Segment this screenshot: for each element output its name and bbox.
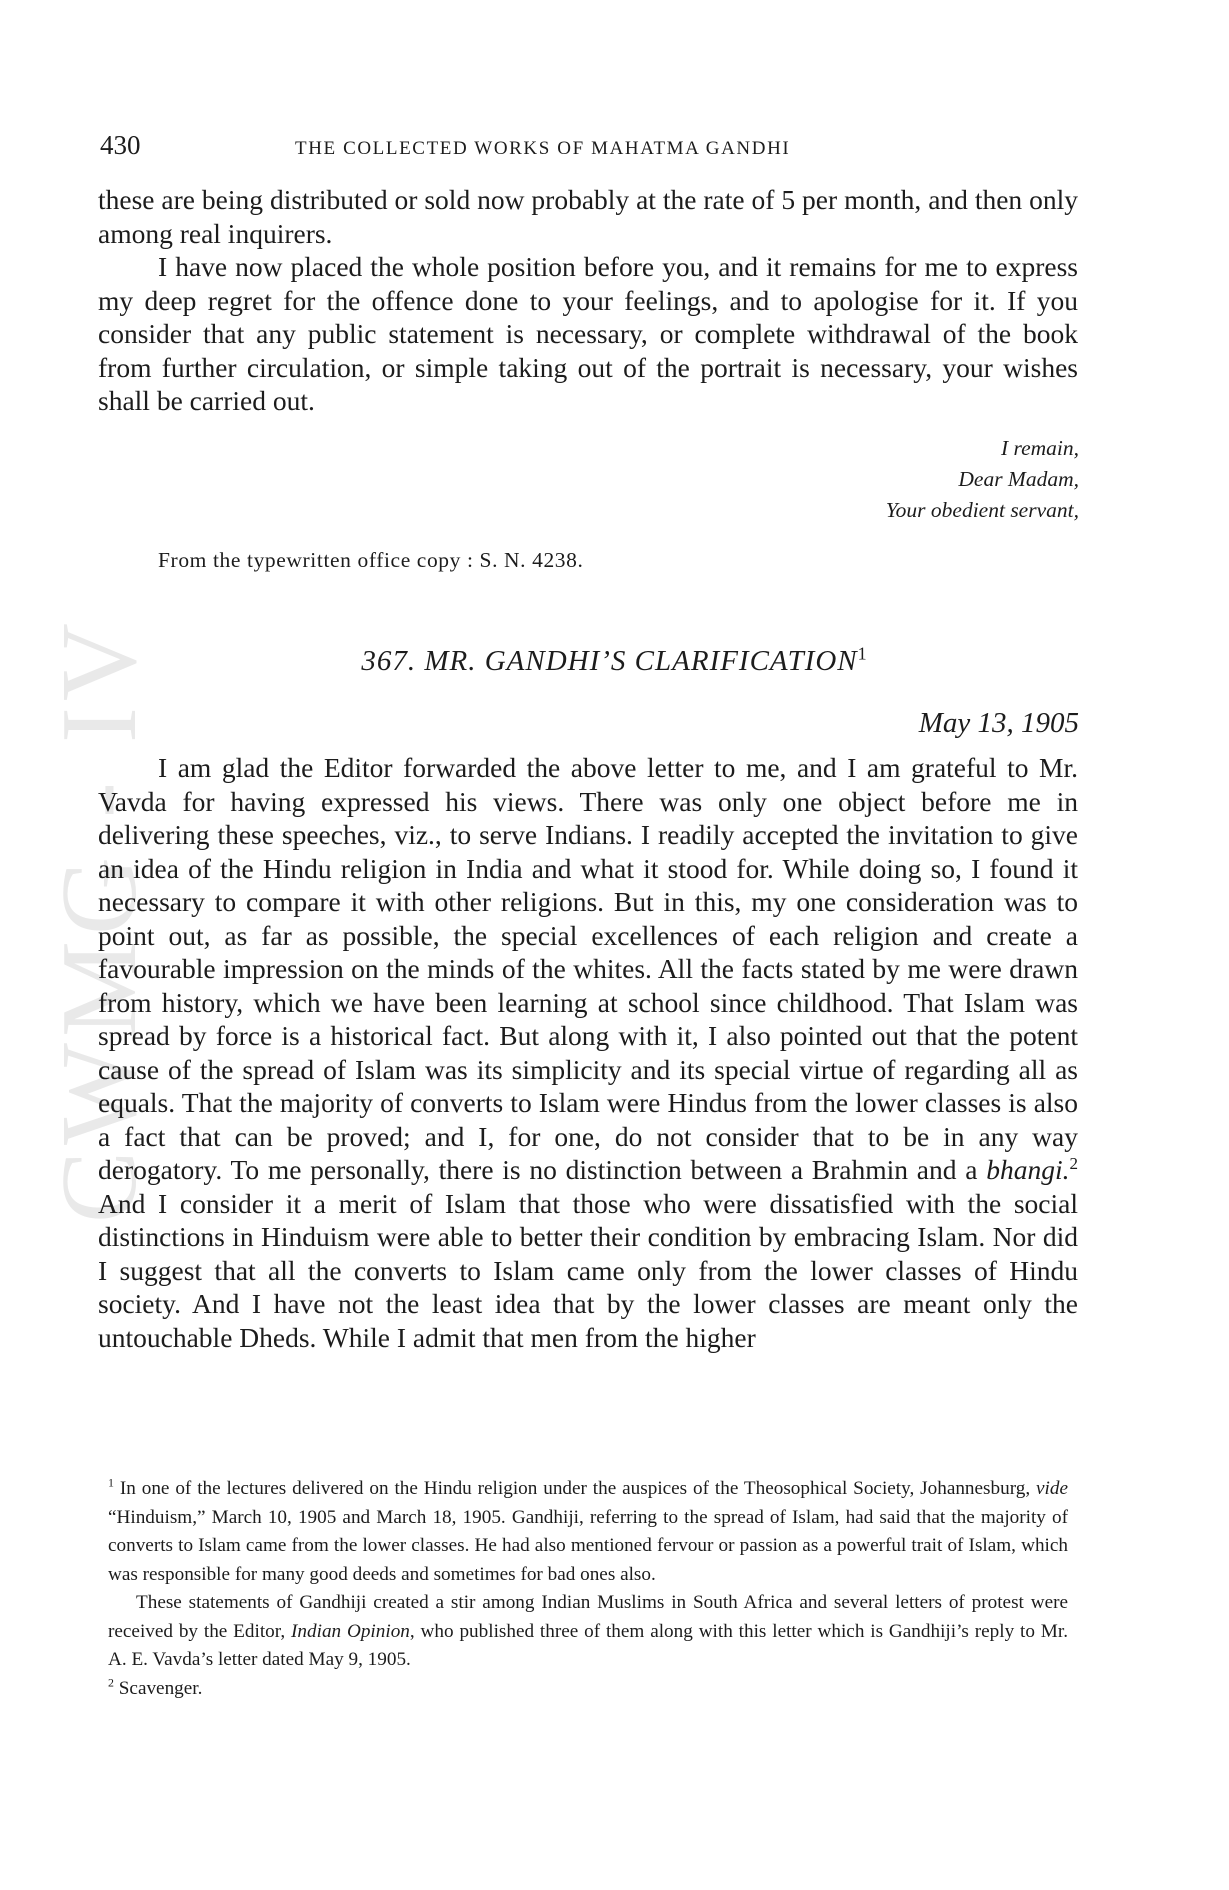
body-text: And I consider it a merit of Islam that those who were dissatisfied with the social distinctions in Hinduism were able to better their condition by embracing Islam. Nor did I suggest that all the converts to Islam came only from the lower classes of Hindu society. And I have not the least idea that by the lower classes are meant only the untouchable Dheds. While I admit that men from the higher [98, 1187, 1078, 1353]
footnote-number: 2 [108, 1675, 114, 1690]
closing-line: I remain, [1000, 436, 1079, 460]
letter-paragraph: I have now placed the whole position before you, and it remains for me to express my deep regret for the offence done to your feelings, and to apologise for it. If you consider that any public statement is necessary, or complete withdrawal of the book from further circulation, or simple taking out of the portrait is necessary, your wishes shall be carried out. [98, 251, 1078, 416]
footnote-number: 1 [108, 1475, 114, 1490]
footnote-ref: 2 [1069, 1153, 1078, 1173]
italic-term: bhangi. [986, 1154, 1070, 1185]
body-text: I am glad the Editor forwarded the above letter to me, and I am grateful to Mr. Vavda for having expressed his views. There was only one object before me in delivering these speeches, viz., to serve Indians. I readily accepted the invitation to give an idea of the Hindu religion in India and what it stood for. While doing so, I found it necessary to compare it with other religions. But in this, my one consideration was to point out, as far as possible, the special excellences of each religion and create a favourable impression on the minds of the whites. All the facts stated by me were drawn from history, which we have been learning at school since childhood. That Islam was spread by force is a historical fact. But along with it, I also pointed out that the potent cause of the spread of Islam was its simplicity and its special virtue of regarding all as equals. That the majority of converts to Islam were Hindus from the lower classes is also a fact that can be proved; and I, for one, do not consider that to be in any way derogatory. To me personally, there is no distinction between a Brahmin and a [98, 752, 1078, 1185]
letter-paragraph: these are being distributed or sold now probably at the rate of 5 per month, and then only among real inquirers. [98, 184, 1078, 249]
letter-body [98, 183, 1078, 418]
footnotes [108, 1475, 1068, 1703]
footnote-2: $^2$ Scavenger. [108, 1675, 203, 1699]
source-note: From the typewritten office copy : S. N. 4238. [158, 548, 584, 572]
running-title: THE COLLECTED WORKS OF MAHATMA GANDHI [295, 138, 791, 159]
article-paragraph [98, 751, 1078, 1354]
article-heading-text: 367. MR. GANDHI’S CLARIFICATION [361, 645, 858, 677]
page-header [100, 126, 1079, 166]
page-number: 430 [100, 130, 141, 160]
newspaper-title: Indian Opinion [291, 1620, 410, 1642]
closing-line: Your obedient servant, [885, 498, 1079, 522]
letter-closing [886, 433, 1079, 526]
article-body [98, 751, 1078, 1354]
footnote-1: $^1$ In one of the lectures delivered on the Hindu religion under the auspices of the Theosophical Society, Johannesburg, vide “Hinduism,” March 10, 1905 and March 18, 1905. Gandhiji, referring to the spread of Islam, had said that the majority of converts to Islam came from the lower classes. He had also mentioned fervour or passion as a powerful trait of Islam, which was responsible for many good deeds and sometimes for bad ones also. [108, 1475, 1068, 1585]
footnote-1-continued: These statements of Gandhiji created a stir among Indian Muslims in South Africa and several letters of protest were received by the Editor, Indian Opinion, who published three of them along with this letter which is Gandhiji’s reply to Mr. A. E. Vavda’s letter dated May 9, 1905. [108, 1592, 1068, 1670]
article-date: May 13, 1905 [918, 707, 1079, 739]
closing-line: Dear Madam, [958, 467, 1079, 491]
article-heading [0, 645, 1229, 678]
watermark: CWMG - IV [40, 617, 159, 1223]
footnote-ref: 1 [857, 643, 868, 664]
